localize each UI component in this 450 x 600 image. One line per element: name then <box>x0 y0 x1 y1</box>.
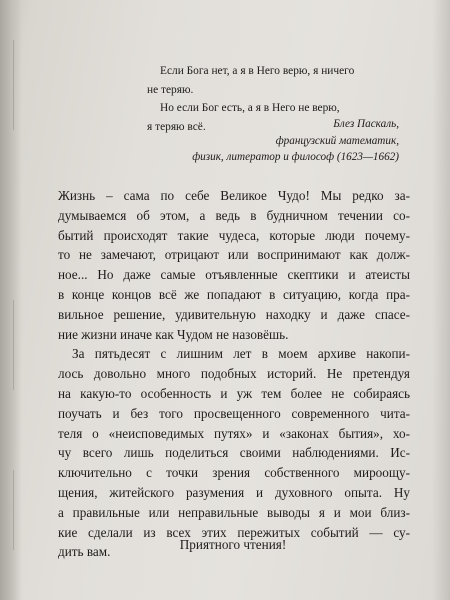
epigraph-line: не теряю. <box>147 83 194 96</box>
epigraph-line: Если Бога нет, а я в Него верю, я ничего <box>160 65 355 77</box>
page-edge-shadow <box>432 0 450 600</box>
paragraph-line: вильное решение, удивительную находку и даже спасе- <box>58 306 410 322</box>
paragraph-line: За пятьдесят с лишним лет в моем архиве накопи- <box>72 346 410 362</box>
body-text <box>58 186 410 562</box>
paragraph-line: ключительно с точки зрения собственного мироощу- <box>58 465 410 481</box>
paragraph-line: ное... Но даже самые отъявленные скептики и атеисты <box>58 267 410 283</box>
attribution-role-dates: физик, литератор и философ (1623—1662) <box>192 151 399 163</box>
closing-text: Приятного чтения! <box>179 537 287 552</box>
epigraph-attribution <box>170 116 399 166</box>
attribution-role: французский математик, <box>275 134 399 147</box>
paragraph-line: думываемся об этом, а ведь в будничном течении со- <box>58 207 410 223</box>
closing-line <box>0 537 450 553</box>
book-binding <box>0 0 22 600</box>
paragraph-line: поучать и без того просвещенного современного чита- <box>58 405 410 421</box>
paragraph-line: на какую-то особенность и уж тем более не собираясь <box>58 385 410 401</box>
epigraph-line: я теряю всё. <box>147 120 206 133</box>
paragraph-line: бытий происходят такие чудеса, которые люди почему- <box>58 227 410 243</box>
paragraph-line: то не замечают, отрицают или воспринимают как долж- <box>58 247 410 263</box>
paragraph-line: лось довольно много подобных историй. Не претендуя <box>58 366 410 382</box>
attribution-author: Блез Паскаль, <box>333 118 399 130</box>
binding-stitch <box>13 300 14 390</box>
paragraph-line: дить вам. <box>58 544 111 560</box>
paragraph-line: а правильные или неправильные выводы я и мои близ- <box>58 504 410 520</box>
paragraph-line: Жизнь – сама по себе Великое Чудо! Мы редко за- <box>58 188 410 203</box>
paragraph-line: теля о «неисповедимых путях» и «законах бытия», хо- <box>58 425 410 441</box>
paragraph-line: чу всего лишь поделиться своими наблюдениями. Ис- <box>58 445 410 461</box>
paragraph-line: ние жизни иначе как Чудом не назовёшь. <box>58 326 289 342</box>
paragraph-line: щения, житейского разумения и духовного опыта. Ну <box>58 484 410 500</box>
epigraph-line: Но если Бог есть, а я в Него не верю, <box>160 102 340 114</box>
paragraph-line: в конце концов всё же попадают в ситуацию, когда пра- <box>58 286 410 302</box>
binding-stitch <box>13 40 14 130</box>
paragraph-line: кие сделали из всех этих пережитых событий — су- <box>58 524 410 540</box>
